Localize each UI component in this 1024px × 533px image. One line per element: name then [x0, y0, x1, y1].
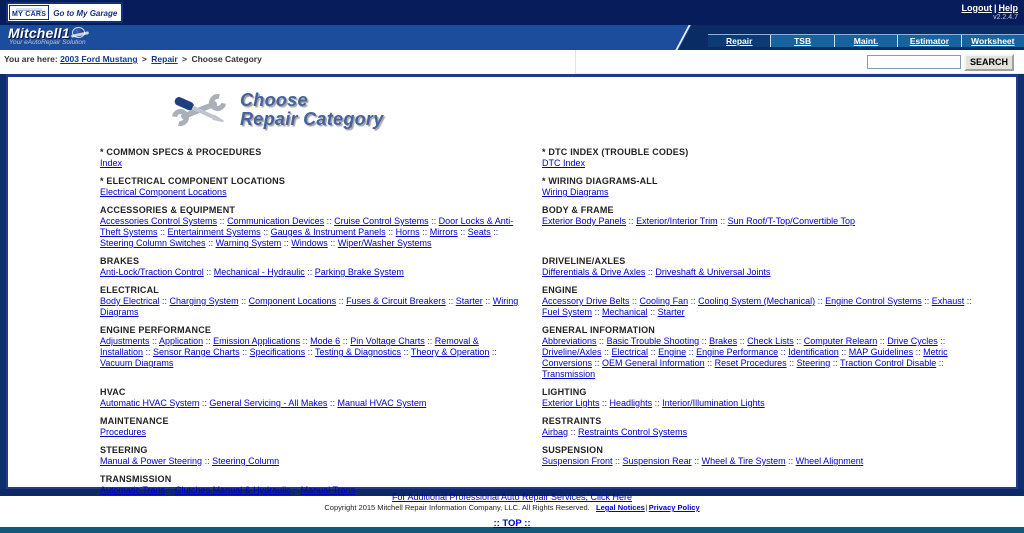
category-section-left-4 — [100, 285, 520, 325]
garage-link-label: Go to My Garage — [53, 8, 118, 18]
category-link[interactable]: Mode 6 — [310, 336, 341, 346]
category-link[interactable]: Drive Cycles — [887, 336, 938, 346]
category-link[interactable]: DTC Index — [542, 158, 586, 168]
category-section-left-2 — [100, 205, 520, 256]
category-link[interactable]: Electrical Component Locations — [100, 187, 227, 197]
category-link[interactable]: Check Lists — [747, 336, 794, 346]
breadcrumb-current: Choose Category — [191, 54, 262, 64]
category-link[interactable]: General Servicing - All Makes — [209, 398, 328, 408]
link-separator: :: — [778, 347, 789, 357]
category-link[interactable]: Communication Devices — [227, 216, 325, 226]
category-link[interactable]: Suspension Front — [542, 456, 613, 466]
category-link[interactable]: Mirrors — [429, 227, 458, 237]
link-separator: :: — [340, 336, 351, 346]
category-link[interactable]: Wheel & Tire System — [701, 456, 786, 466]
category-section-right-7 — [542, 416, 974, 445]
link-separator: :: — [401, 347, 411, 357]
link-separator: :: — [202, 456, 213, 466]
link-separator: :: — [691, 456, 702, 466]
page-title-line2: Repair Category — [240, 109, 384, 129]
my-garage-button[interactable] — [6, 2, 123, 23]
category-link[interactable]: Steering Column — [212, 456, 280, 466]
link-separator: :: — [199, 398, 210, 408]
category-link[interactable]: Wiring Diagrams — [542, 187, 609, 197]
category-section-left-8 — [100, 445, 520, 474]
search-input[interactable] — [867, 55, 961, 69]
category-link[interactable]: Theory & Operation — [410, 347, 490, 357]
link-separator: :: — [596, 336, 607, 346]
link-separator: :: — [699, 336, 710, 346]
category-link[interactable]: Anti-Lock/Traction Control — [100, 267, 204, 277]
link-separator: :: — [327, 238, 338, 248]
link-separator: :: — [592, 307, 603, 317]
category-heading: GENERAL INFORMATION — [542, 325, 655, 335]
category-link[interactable]: Sun Roof/T-Top/Convertible Top — [727, 216, 855, 226]
category-links — [100, 158, 520, 169]
category-link[interactable]: Restraints Control Systems — [578, 427, 688, 437]
category-link[interactable]: Gauges & Instrument Panels — [270, 227, 386, 237]
category-links — [100, 267, 520, 278]
tab-maint[interactable]: Maint. — [834, 35, 897, 47]
link-separator: :: — [921, 296, 932, 306]
category-heading: BRAKES — [100, 256, 140, 266]
category-link[interactable]: Differentials & Drive Axles — [542, 267, 646, 277]
category-link[interactable]: Testing & Diagnostics — [314, 347, 402, 357]
link-separator: :: — [652, 398, 663, 408]
sub-bar — [0, 50, 1024, 74]
category-link[interactable]: Steering — [796, 358, 831, 368]
link-separator: :: — [290, 485, 301, 495]
category-link[interactable]: Parking Brake System — [314, 267, 404, 277]
category-links — [100, 398, 520, 409]
footer — [0, 492, 1024, 529]
footer-link-divider: | — [645, 503, 648, 512]
category-link[interactable]: Interior/Illumination Lights — [662, 398, 765, 408]
category-links — [542, 398, 974, 409]
category-heading: LIGHTING — [542, 387, 587, 397]
breadcrumb-separator: > — [141, 54, 147, 64]
category-heading: BODY & FRAME — [542, 205, 614, 215]
category-heading: ENGINE PERFORMANCE — [100, 325, 212, 335]
category-link[interactable]: Index — [100, 158, 123, 168]
category-links — [100, 187, 520, 198]
link-separator: :: — [964, 296, 972, 306]
category-links — [542, 216, 974, 227]
category-link[interactable]: Exterior Lights — [542, 398, 600, 408]
category-link[interactable]: Vacuum Diagrams — [100, 358, 174, 368]
category-links — [100, 296, 520, 318]
brand-band — [0, 25, 1024, 50]
category-link[interactable]: Driveline/Axles — [542, 347, 602, 357]
category-heading: RESTRAINTS — [542, 416, 602, 426]
category-link[interactable]: Abbreviations — [542, 336, 597, 346]
search-button[interactable]: SEARCH — [964, 54, 1014, 71]
link-separator: :: — [143, 347, 154, 357]
link-separator: :: — [592, 358, 603, 368]
link-separator: :: — [717, 216, 728, 226]
category-links — [542, 187, 974, 198]
link-separator: :: — [159, 296, 170, 306]
link-separator: :: — [445, 296, 456, 306]
category-link[interactable]: Fuel System — [542, 307, 593, 317]
tab-estimator[interactable]: Estimator — [897, 35, 960, 47]
link-separator: :: — [830, 358, 841, 368]
category-links — [542, 296, 974, 318]
link-separator: :: — [419, 227, 430, 237]
link-separator: :: — [937, 336, 946, 346]
category-link[interactable]: Manual HVAC System — [337, 398, 427, 408]
top-bar — [0, 0, 1024, 25]
link-separator: :: — [601, 347, 612, 357]
category-link[interactable]: Reset Procedures — [714, 358, 787, 368]
page-title-line1: Choose — [240, 90, 308, 110]
category-link[interactable]: Emission Applications — [213, 336, 301, 346]
category-link[interactable]: Starter — [657, 307, 685, 317]
category-section-right-8 — [542, 445, 974, 474]
category-link[interactable]: Transmission — [542, 369, 596, 379]
category-link[interactable]: Exterior/Interior Trim — [636, 216, 718, 226]
category-link[interactable]: Accessories Control Systems — [100, 216, 218, 226]
category-link[interactable]: OEM General Information — [602, 358, 705, 368]
category-links — [100, 216, 520, 249]
category-grid — [8, 133, 1016, 503]
link-separator: :: — [490, 227, 499, 237]
link-separator: :: — [686, 347, 697, 357]
link-separator: :: — [149, 336, 160, 346]
link-separator: :: — [424, 336, 435, 346]
category-link[interactable]: Wiring Diagrams — [100, 296, 519, 317]
category-link[interactable]: Electrical — [611, 347, 649, 357]
link-separator: :: — [281, 238, 292, 248]
category-heading: ACCESSORIES & EQUIPMENT — [100, 205, 236, 215]
link-separator: :: — [704, 358, 715, 368]
back-to-top-link[interactable]: :: TOP :: — [493, 518, 531, 529]
privacy-policy-link[interactable]: Privacy Policy — [648, 503, 700, 512]
link-separator: :: — [647, 307, 658, 317]
category-link[interactable]: Windows — [291, 238, 328, 248]
link-separator: :: — [877, 336, 888, 346]
link-separator: :: — [324, 216, 335, 226]
category-link[interactable]: Exterior Body Panels — [542, 216, 627, 226]
mitchell1-logo — [0, 25, 86, 50]
logo-text: Mitchell1 — [8, 24, 70, 41]
category-section-right-4 — [542, 285, 974, 325]
my-cars-plate-icon — [9, 5, 49, 20]
additional-services-link[interactable]: For Additional Professional Auto Repair Services, Click Here — [391, 492, 633, 502]
category-link[interactable]: Component Locations — [248, 296, 337, 306]
link-separator: :: — [157, 227, 168, 237]
category-heading: STEERING — [100, 445, 148, 455]
category-link[interactable]: Traction Control Disable — [840, 358, 937, 368]
category-heading: TRANSMISSION — [100, 474, 172, 484]
category-links — [542, 427, 974, 438]
category-heading: ENGINE — [542, 285, 578, 295]
link-separator: :: — [648, 347, 659, 357]
category-link[interactable]: Engine Performance — [696, 347, 779, 357]
help-link[interactable]: Help — [998, 2, 1018, 13]
copyright-text: Copyright 2015 Mitchell Repair Information Company, LLC. All Rights Reserved. — [324, 503, 590, 512]
link-separator: :: — [305, 347, 315, 357]
category-heading: SUSPENSION — [542, 445, 604, 455]
category-section-right-6 — [542, 387, 974, 416]
link-separator: :: — [457, 227, 468, 237]
tab-zone — [694, 25, 1024, 50]
link-separator: :: — [793, 336, 804, 346]
category-link[interactable]: Seats — [467, 227, 491, 237]
category-links — [542, 336, 974, 380]
category-heading: ELECTRICAL — [100, 285, 159, 295]
link-separator: :: — [165, 485, 176, 495]
logout-link[interactable]: Logout — [961, 2, 992, 13]
category-link[interactable]: Accessory Drive Belts — [542, 296, 630, 306]
link-separator: :: — [203, 336, 214, 346]
category-link[interactable]: Mechanical — [602, 307, 648, 317]
category-heading: * COMMON SPECS & PROCEDURES — [100, 147, 262, 157]
category-link[interactable]: Airbag — [542, 427, 569, 437]
link-separator: :: — [385, 227, 396, 237]
category-link[interactable]: Wheel Alignment — [795, 456, 864, 466]
category-link[interactable]: Brakes — [709, 336, 738, 346]
tab-bar — [708, 34, 1024, 47]
globe-icon — [72, 27, 85, 38]
category-link[interactable]: Charging System — [169, 296, 239, 306]
category-heading: * DTC INDEX (TROUBLE CODES) — [542, 147, 689, 157]
link-separator: :: — [785, 456, 796, 466]
category-link[interactable]: Application — [159, 336, 204, 346]
category-section-right-0 — [542, 147, 974, 176]
category-link[interactable]: Automatic HVAC System — [100, 398, 200, 408]
category-section-left-6 — [100, 387, 520, 416]
category-link[interactable]: Mechanical - Hydraulic — [213, 267, 305, 277]
category-links — [100, 456, 520, 467]
link-separator: :: — [612, 456, 623, 466]
category-link[interactable]: Procedures — [100, 427, 147, 437]
category-link[interactable]: Suspension Rear — [622, 456, 692, 466]
category-link[interactable]: Removal & Installation — [100, 336, 479, 357]
link-separator: :: — [304, 267, 315, 277]
category-section-right-1 — [542, 176, 974, 205]
link-separator: :: — [838, 347, 849, 357]
link-separator: :: — [936, 358, 944, 368]
link-separator: :: — [489, 347, 497, 357]
breadcrumb-repair-link[interactable]: Repair — [151, 54, 178, 64]
category-section-left-0 — [100, 147, 520, 176]
category-link[interactable]: Steering Column Switches — [100, 238, 206, 248]
category-link[interactable]: Body Electrical — [100, 296, 160, 306]
tab-tsb[interactable]: TSB — [770, 35, 833, 47]
category-link[interactable]: Computer Relearn — [803, 336, 878, 346]
category-heading: * ELECTRICAL COMPONENT LOCATIONS — [100, 176, 286, 186]
link-separator: :: — [815, 296, 826, 306]
category-heading: HVAC — [100, 387, 126, 397]
category-link[interactable]: Starter — [455, 296, 483, 306]
category-link[interactable]: Metric Conversions — [542, 347, 948, 368]
category-link[interactable]: Cooling Fan — [639, 296, 689, 306]
category-link[interactable]: Engine Control Systems — [825, 296, 922, 306]
breadcrumb-prefix: You are here: — [4, 54, 58, 64]
link-separator: :: — [599, 398, 610, 408]
category-link[interactable]: Exhaust — [931, 296, 965, 306]
category-link[interactable]: Clutches Manual & Hydraulic — [175, 485, 291, 495]
category-link[interactable]: Engine — [658, 347, 687, 357]
version-label: v2.2.4.7 — [993, 13, 1018, 21]
category-links — [542, 158, 974, 169]
category-link[interactable]: Warning System — [215, 238, 282, 248]
category-section-right-3 — [542, 256, 974, 285]
link-separator: :: — [629, 296, 640, 306]
link-separator: :: — [336, 296, 347, 306]
category-link[interactable]: Fuses & Circuit Breakers — [346, 296, 446, 306]
link-separator: :: — [482, 296, 493, 306]
link-separator: :: — [786, 358, 797, 368]
legal-notices-link[interactable]: Legal Notices — [596, 503, 645, 512]
link-separator: :: — [568, 427, 579, 437]
breadcrumb — [4, 54, 262, 64]
category-heading: * WIRING DIAGRAMS-ALL — [542, 176, 658, 186]
category-link[interactable]: Door Locks & Anti-Theft Systems — [100, 216, 514, 237]
breadcrumb-separator: > — [182, 54, 188, 64]
link-divider: | — [993, 2, 997, 13]
link-separator: :: — [203, 267, 214, 277]
link-separator: :: — [239, 347, 250, 357]
link-separator: :: — [688, 296, 699, 306]
category-section-right-2 — [542, 205, 974, 256]
category-section-left-7 — [100, 416, 520, 445]
plate-label: MY CARS — [12, 10, 47, 18]
link-separator: :: — [626, 216, 637, 226]
crossed-tools-icon — [168, 87, 230, 133]
category-links — [100, 427, 520, 438]
category-heading: MAINTENANCE — [100, 416, 169, 426]
category-links — [542, 456, 974, 467]
link-separator: :: — [645, 267, 656, 277]
category-section-left-3 — [100, 256, 520, 285]
category-link[interactable]: Sensor Range Charts — [153, 347, 240, 357]
title-block — [8, 77, 1016, 133]
main-content — [6, 74, 1018, 495]
category-link[interactable]: Automatic Trans — [100, 485, 166, 495]
category-link[interactable]: Driveshaft & Universal Joints — [655, 267, 771, 277]
top-right-links — [961, 3, 1018, 23]
category-link[interactable]: Basic Trouble Shooting — [606, 336, 700, 346]
category-link[interactable]: Specifications — [249, 347, 306, 357]
category-link[interactable]: Cooling System (Mechanical) — [698, 296, 816, 306]
category-link[interactable]: Manual Trans — [300, 485, 356, 495]
link-separator: :: — [300, 336, 311, 346]
category-link[interactable]: Headlights — [609, 398, 653, 408]
category-section-right-5 — [542, 325, 974, 387]
category-link[interactable]: Cruise Control Systems — [334, 216, 429, 226]
category-link[interactable]: Wiper/Washer Systems — [337, 238, 432, 248]
logo-tagline: Your eAutoRepair Solution — [9, 39, 86, 46]
link-separator: :: — [217, 216, 228, 226]
category-link[interactable]: MAP Guidelines — [848, 347, 914, 357]
link-separator: :: — [737, 336, 748, 346]
category-link[interactable]: Horns — [395, 227, 420, 237]
link-separator: :: — [428, 216, 439, 226]
category-links — [100, 336, 520, 369]
category-link[interactable]: Manual & Power Steering — [100, 456, 203, 466]
link-separator: :: — [327, 398, 338, 408]
link-separator: :: — [913, 347, 924, 357]
category-heading: DRIVELINE/AXLES — [542, 256, 626, 266]
link-separator: :: — [205, 238, 216, 248]
link-separator: :: — [238, 296, 249, 306]
category-link[interactable]: Pin Voltage Charts — [350, 336, 425, 346]
tab-repair[interactable]: Repair — [708, 35, 770, 47]
category-links — [542, 267, 974, 278]
breadcrumb-vehicle-link[interactable]: 2003 Ford Mustang — [60, 54, 138, 64]
category-link[interactable]: Identification — [788, 347, 839, 357]
page-title — [240, 91, 384, 129]
link-separator: :: — [260, 227, 271, 237]
search-panel — [575, 50, 1024, 74]
category-link[interactable]: Adjustments — [100, 336, 150, 346]
category-section-left-5 — [100, 325, 520, 387]
category-section-left-1 — [100, 176, 520, 205]
category-link[interactable]: Entertainment Systems — [167, 227, 261, 237]
tab-worksheet[interactable]: Worksheet — [961, 35, 1024, 47]
